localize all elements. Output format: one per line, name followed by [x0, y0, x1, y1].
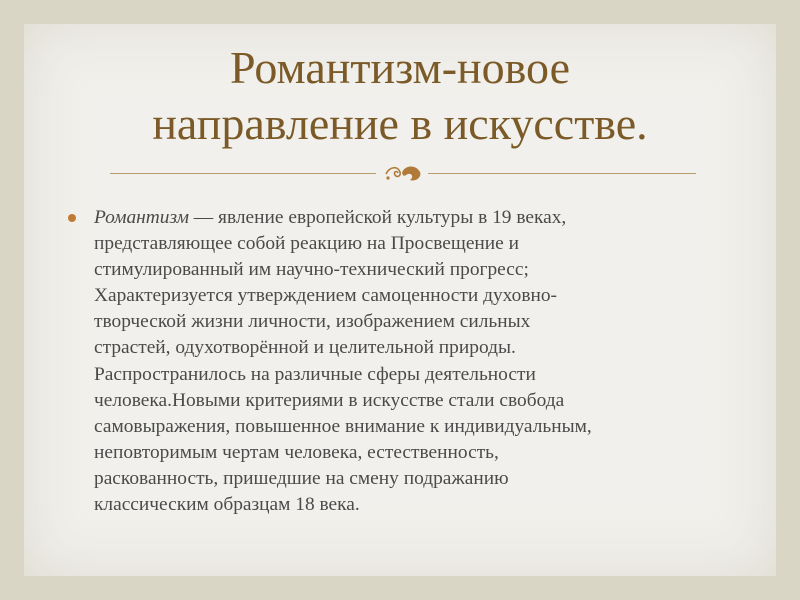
text-line: самовыражения, повышенное внимание к индивидуальным,	[94, 415, 592, 437]
text-line: Распространилось на различные сферы деятельности	[94, 363, 536, 385]
text-line: страстей, одухотворённой и целительной природы.	[94, 337, 516, 359]
text-line: классическим образцам 18 века.	[94, 494, 360, 516]
text-line: творческой жизни личности, изображением сильных	[94, 311, 531, 333]
bullet-item	[66, 205, 746, 518]
text-line: представляющее собой реакцию на Просвещение и	[94, 233, 520, 255]
divider-line-right	[428, 173, 696, 174]
text-line: Характеризуется утверждением самоценности духовно-	[94, 285, 558, 307]
title-divider	[110, 168, 696, 180]
bullet-text	[94, 205, 746, 518]
text-line: неповторимым чертам человека, естественность,	[94, 441, 499, 463]
floral-ornament-icon	[382, 162, 424, 184]
text-line: раскованность, пришедшие на смену подражанию	[94, 467, 509, 489]
title-line-2: направление в искусстве.	[152, 98, 648, 149]
text-line	[94, 205, 746, 231]
text-line: человека.Новыми критериями в искусстве стали свобода	[94, 389, 565, 411]
slide-title	[0, 40, 800, 152]
text-line: стимулированный им научно-технический прогресс;	[94, 259, 529, 281]
title-line-1: Романтизм-новое	[229, 42, 571, 93]
bullet-dot-icon	[68, 214, 76, 222]
text-line-rest: — явление европейской культуры в 19 веках,	[188, 207, 567, 228]
term-romanticism: Романтизм	[94, 207, 189, 228]
slide-content	[66, 205, 746, 518]
divider-line-left	[110, 173, 376, 174]
